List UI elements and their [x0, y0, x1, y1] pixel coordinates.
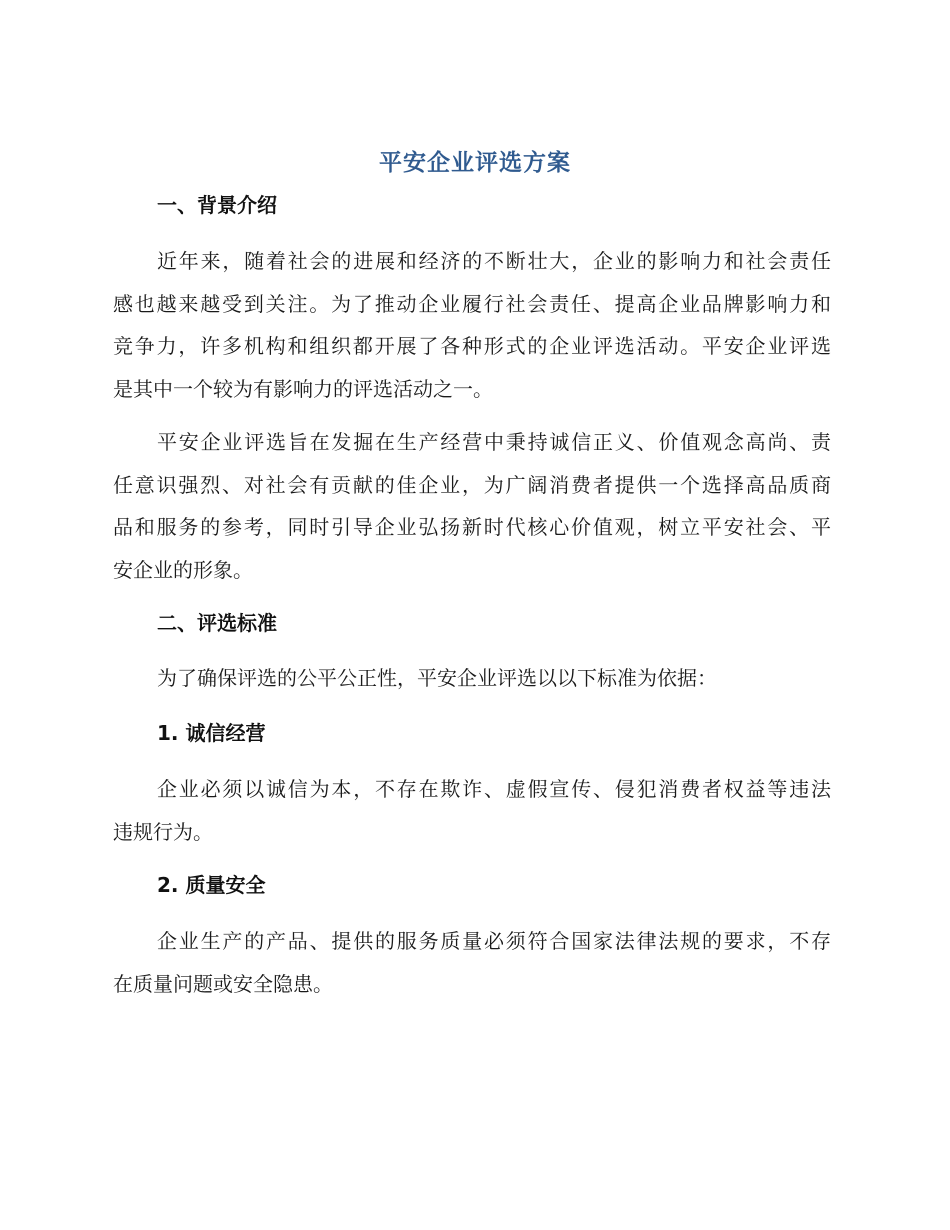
text-line: 感也越来越受到关注。为了推动企业履行社会责任、提高企业品牌影响力和: [113, 291, 831, 316]
paragraph-integrity: [113, 768, 831, 853]
text-line: 企业生产的产品、提供的服务质量必须符合国家法律法规的要求，不存: [157, 929, 831, 953]
text-line: 安企业的形象。: [113, 557, 253, 582]
section-heading-criteria: 二、评选标准: [157, 611, 277, 635]
text-line: 任意识强烈、对社会有贡献的佳企业，为广阔消费者提供一个选择高品质商: [113, 472, 831, 497]
text-line: 竞争力，许多机构和组织都开展了各种形式的企业评选活动。平安企业评选: [113, 334, 831, 358]
text-line: 企业必须以诚信为本，不存在欺诈、虚假宣传、侵犯消费者权益等违法: [157, 777, 831, 801]
text-line: 是其中一个较为有影响力的评选活动之一。: [113, 376, 493, 401]
document-title: 平安企业评选方案: [379, 150, 571, 176]
paragraph-criteria-intro: [113, 657, 831, 700]
paragraph-background-intro: [113, 240, 831, 410]
section-heading-background: 一、背景介绍: [157, 193, 277, 217]
text-line: 近年来，随着社会的进展和经济的不断壮大，企业的影响力和社会责任: [157, 249, 831, 273]
text-line: 为了确保评选的公平公正性，平安企业评选以以下标准为依据：: [157, 666, 717, 690]
paragraph-quality-safety: [113, 920, 831, 1005]
text-line: 平安企业评选旨在发掘在生产经营中秉持诚信正义、价值观念高尚、责: [157, 430, 831, 454]
paragraph-background-purpose: [113, 421, 831, 591]
subheading-integrity: 1. 诚信经营: [157, 721, 266, 745]
text-line: 违规行为。: [113, 819, 213, 844]
text-line: 品和服务的参考，同时引导企业弘扬新时代核心价值观，树立平安社会、平: [113, 515, 831, 539]
subheading-quality-safety: 2. 质量安全: [157, 873, 266, 897]
text-line: 在质量问题或安全隐患。: [113, 971, 333, 996]
